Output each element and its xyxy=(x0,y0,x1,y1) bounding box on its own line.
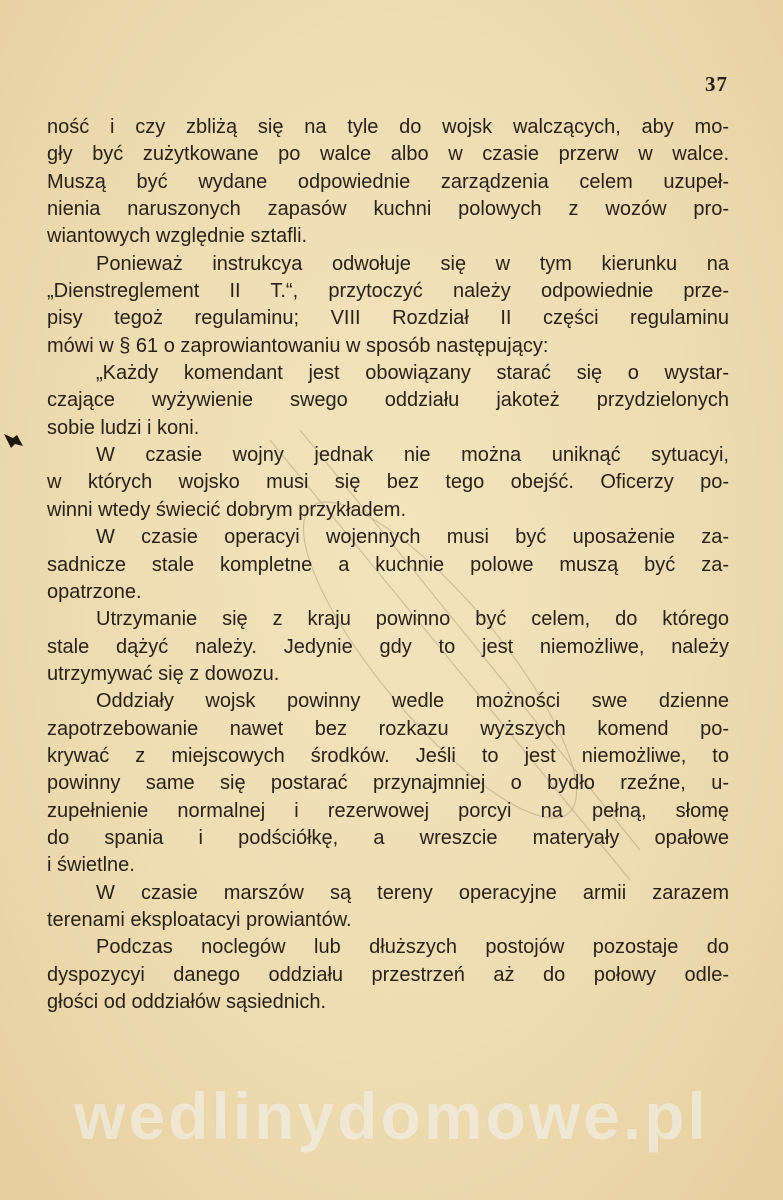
watermark: wedlinydomowe.pl xyxy=(74,1079,709,1153)
text-line: zupełnienie normalnej i rezerwowej porcyi na pełną, słomę xyxy=(47,799,729,822)
text-line: sobie ludzi i koni. xyxy=(47,416,200,439)
text-line: ność i czy zbliżą się na tyle do wojsk walczących, aby mo- xyxy=(47,116,729,138)
text-line: Oddziały wojsk powinny wedle możności swe dzienne xyxy=(96,690,729,713)
text-line: „Dienstreglement II T.“, przytoczyć należy odpowiednie prze- xyxy=(47,280,729,303)
text-line: zapotrzebowanie nawet bez rozkazu wyższych komend po- xyxy=(47,717,729,740)
text-line: dyspozycyi danego oddziału przestrzeń aż do połowy odle- xyxy=(47,963,729,986)
text-line: pisy tegoż regulaminu; VIII Rozdział II części regulaminu xyxy=(47,307,729,330)
text-line: opatrzone. xyxy=(47,580,142,603)
text-line: stale dążyć należy. Jedynie gdy to jest niemożliwe, należy xyxy=(47,635,729,658)
text-line: W czasie marszów są tereny operacyjne armii zarazem xyxy=(96,881,729,904)
paragraph xyxy=(47,880,729,935)
text-line: Ponieważ instrukcya odwołuje się w tym kierunku na xyxy=(96,252,729,275)
text-line: głości od oddziałów sąsiednich. xyxy=(47,991,327,1013)
text-line: i świetlne. xyxy=(47,854,135,877)
paragraph xyxy=(47,114,729,251)
text-line: Utrzymanie się z kraju powinno być celem, do którego xyxy=(96,608,729,631)
text-line: Muszą być wydane odpowiednie zarządzenia celem uzupeł- xyxy=(47,170,729,193)
text-line: Podczas noclegów lub dłuższych postojów pozostaje do xyxy=(96,936,729,959)
text-line: krywać z miejscowych środków. Jeśli to jest niemożliwe, to xyxy=(47,744,729,767)
text-line: W czasie wojny jednak nie można uniknąć sytuacyi, xyxy=(96,444,729,467)
text-line: W czasie operacyi wojennych musi być uposażenie za- xyxy=(96,526,729,549)
text-line: winni wtedy świecić dobrym przykładem. xyxy=(47,498,407,521)
paragraph xyxy=(47,442,729,524)
text-line: mówi w § 61 o zaprowiantowaniu w sposób następujący: xyxy=(47,334,549,357)
text-line: terenami eksploatacyi prowiantów. xyxy=(47,908,352,931)
text-line: do spania i podściółkę, a wreszcie materyały opałowe xyxy=(47,826,729,849)
text-line: wiantowych względnie sztafli. xyxy=(47,225,308,248)
text-line: gły być zużytkowane po walce albo w czasie przerw w walce. xyxy=(47,143,729,166)
text-line: sadnicze stale kompletne a kuchnie polowe muszą być za- xyxy=(47,553,729,576)
text-line: powinny same się postarać przynajmniej o bydło rzeźne, u- xyxy=(47,772,729,795)
page-number: 37 xyxy=(705,72,728,96)
paragraph xyxy=(47,524,729,606)
text-line: czające wyżywienie swego oddziału jakoteż przydzielonych xyxy=(47,389,729,412)
text-line: utrzymywać się z dowozu. xyxy=(47,662,280,685)
paragraph xyxy=(47,606,729,688)
text-line: w których wojsko musi się bez tego obejść. Oficerzy po- xyxy=(47,471,729,494)
paragraph xyxy=(47,934,729,1016)
body-text xyxy=(47,114,729,1016)
margin-pointer-mark xyxy=(3,432,25,450)
paragraph xyxy=(47,360,729,442)
text-line: „Każdy komendant jest obowiązany starać się o wystar- xyxy=(96,362,729,385)
paragraph xyxy=(47,688,729,879)
paragraph xyxy=(47,251,729,360)
text-line: nienia naruszonych zapasów kuchni polowych z wozów pro- xyxy=(47,198,729,221)
